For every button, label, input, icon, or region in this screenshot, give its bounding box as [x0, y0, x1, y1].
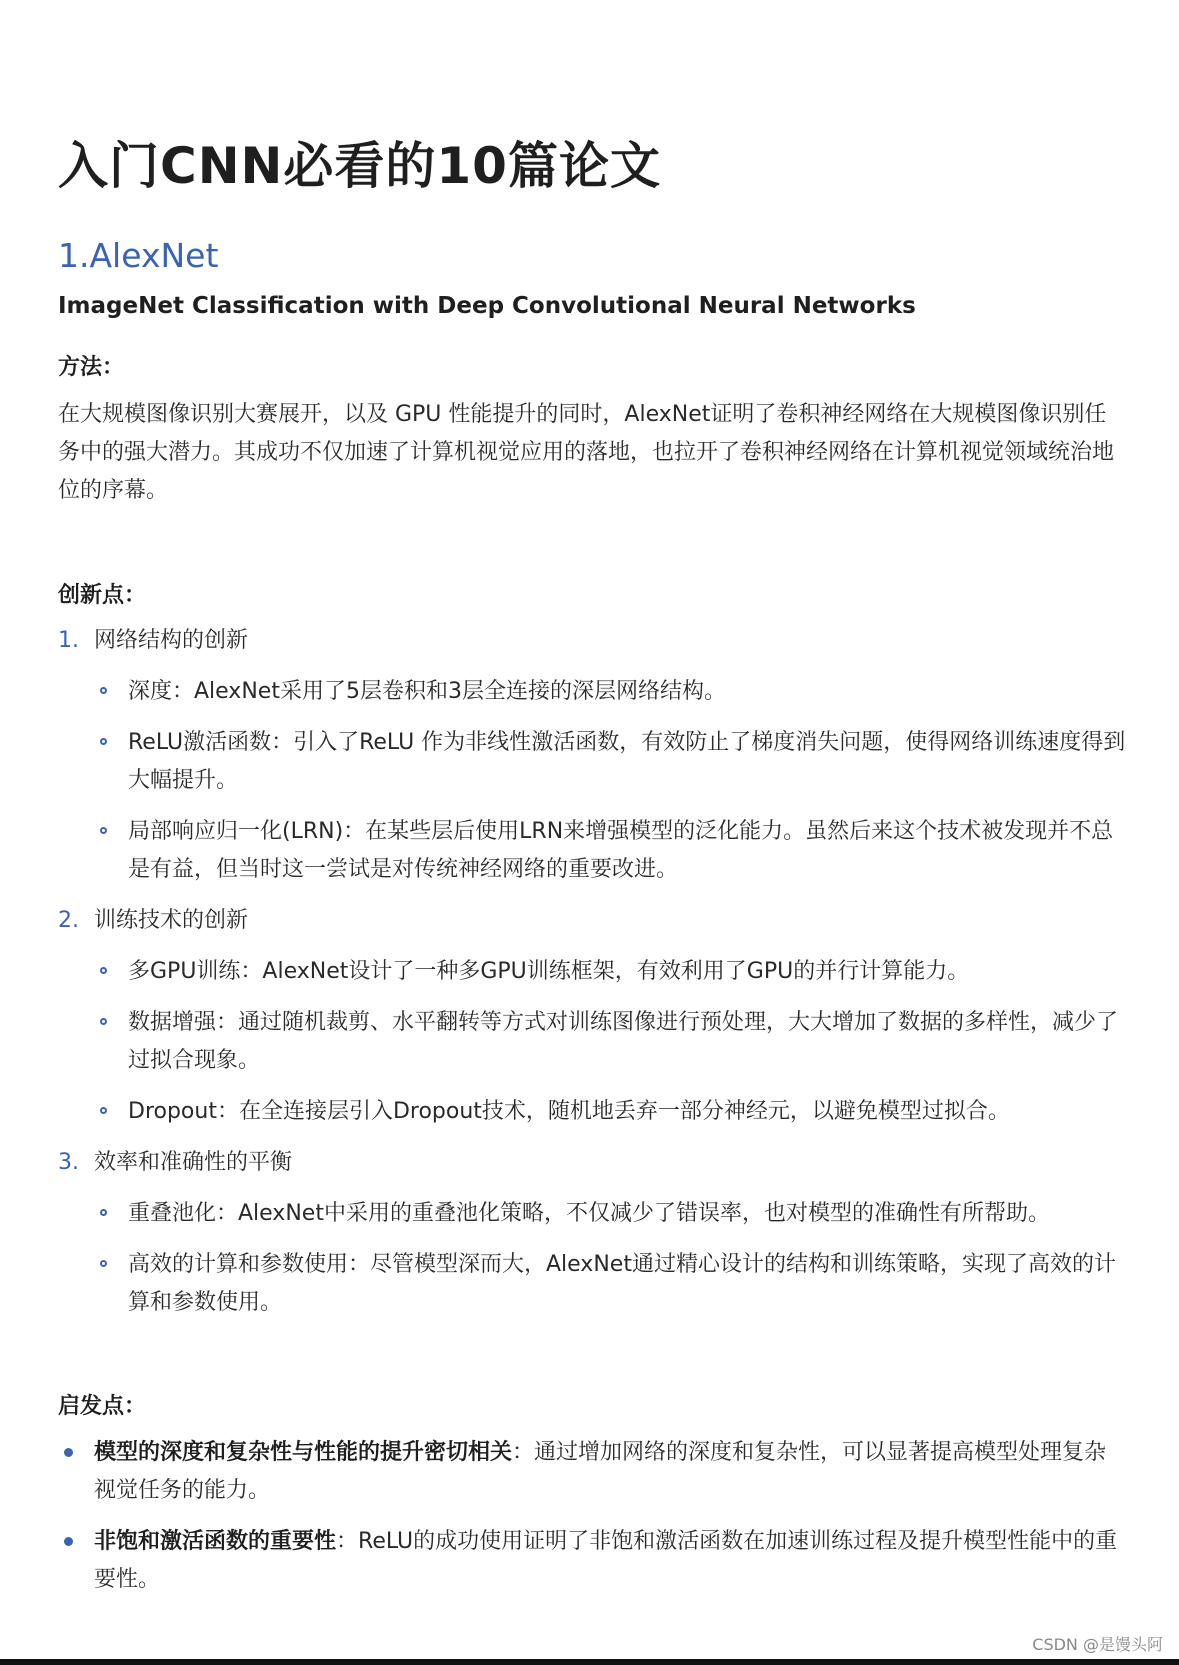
sub-item-text: 深度：AlexNet采用了5层卷积和3层全连接的深层网络结构。: [128, 679, 726, 704]
innovation-title: 训练技术的创新: [94, 908, 249, 933]
method-paragraph: 在大规模图像识别大赛展开，以及 GPU 性能提升的同时，AlexNet证明了卷积神经网络在大规模图像识别任务中的强大潜力。其成功不仅加速了计算机视觉应用的落地，也拉开了卷积神经网络在计算机视觉领域统治地位的序幕。: [58, 402, 1115, 503]
sub-item: [128, 1093, 1128, 1131]
hollow-bullet-icon: [100, 1260, 107, 1267]
sub-item-text: 多GPU训练：AlexNet设计了一种多GPU训练框架，有效利用了GPU的并行计算能力。: [128, 959, 970, 984]
section-heading: 1.AlexNet: [58, 236, 219, 275]
inspiration-text: ：ReLU的成功使用证明了非饱和激活函数在加速训练过程及提升模型性能中的重要性。: [94, 1529, 1118, 1592]
sub-item: [128, 1004, 1128, 1080]
filled-bullet-icon: [64, 1537, 73, 1546]
sub-item: [128, 953, 1128, 991]
sub-item-text: 局部响应归一化(LRN)：在某些层后使用LRN来增强模型的泛化能力。虽然后来这个技术被发现并不总是有益，但当时这一尝试是对传统神经网络的重要改进。: [128, 819, 1114, 882]
sub-item: [128, 813, 1128, 889]
inspiration-text: ：通过增加网络的深度和复杂性，可以显著提高模型处理复杂视觉任务的能力。: [94, 1440, 1107, 1503]
bottom-bar: [0, 1659, 1179, 1665]
innovation-label: 创新点：: [58, 583, 147, 608]
innovation-title: 网络结构的创新: [94, 628, 249, 653]
innovation-item: [58, 1144, 1120, 1182]
sub-item-text: Dropout：在全连接层引入Dropout技术，随机地丢弃一部分神经元，以避免模型过拟合。: [128, 1099, 1010, 1124]
paper-title: ImageNet Classification with Deep Convolutional Neural Networks: [58, 293, 916, 319]
sub-item-text: ReLU激活函数：引入了ReLU 作为非线性激活函数，有效防止了梯度消失问题，使得网络训练速度得到大幅提升。: [128, 730, 1126, 793]
inspiration-item: [94, 1434, 1124, 1510]
method-label: 方法：: [58, 355, 125, 380]
sub-item: [128, 673, 1128, 711]
sub-item-text: 重叠池化：AlexNet中采用的重叠池化策略，不仅减少了错误率，也对模型的准确性有所帮助。: [128, 1201, 1050, 1226]
hollow-bullet-icon: [100, 1107, 107, 1114]
sub-item: [128, 724, 1128, 800]
hollow-bullet-icon: [100, 967, 107, 974]
hollow-bullet-icon: [100, 1018, 107, 1025]
sub-item-text: 数据增强：通过随机裁剪、水平翻转等方式对训练图像进行预处理，大大增加了数据的多样性，减少了过拟合现象。: [128, 1010, 1119, 1073]
watermark: CSDN @是馒头阿: [1032, 1635, 1163, 1654]
hollow-bullet-icon: [100, 738, 107, 745]
inspiration-label: 启发点：: [58, 1394, 147, 1419]
inspiration-bold: 模型的深度和复杂性与性能的提升密切相关: [94, 1440, 513, 1465]
hollow-bullet-icon: [100, 827, 107, 834]
hollow-bullet-icon: [100, 1209, 107, 1216]
filled-bullet-icon: [64, 1448, 73, 1457]
inspiration-item: [94, 1523, 1124, 1599]
list-number: 1.: [58, 628, 79, 653]
sub-item: [128, 1195, 1128, 1233]
list-number: 2.: [58, 908, 79, 933]
innovation-item: [58, 902, 1120, 940]
inspiration-bold: 非饱和激活函数的重要性: [94, 1529, 337, 1554]
sub-item-text: 高效的计算和参数使用：尽管模型深而大，AlexNet通过精心设计的结构和训练策略，实现了高效的计算和参数使用。: [128, 1252, 1116, 1315]
innovation-title: 效率和准确性的平衡: [94, 1150, 293, 1175]
list-number: 3.: [58, 1150, 79, 1175]
hollow-bullet-icon: [100, 687, 107, 694]
innovation-item: [58, 622, 1120, 660]
page-title: 入门CNN必看的10篇论文: [58, 137, 661, 195]
sub-item: [128, 1246, 1128, 1322]
